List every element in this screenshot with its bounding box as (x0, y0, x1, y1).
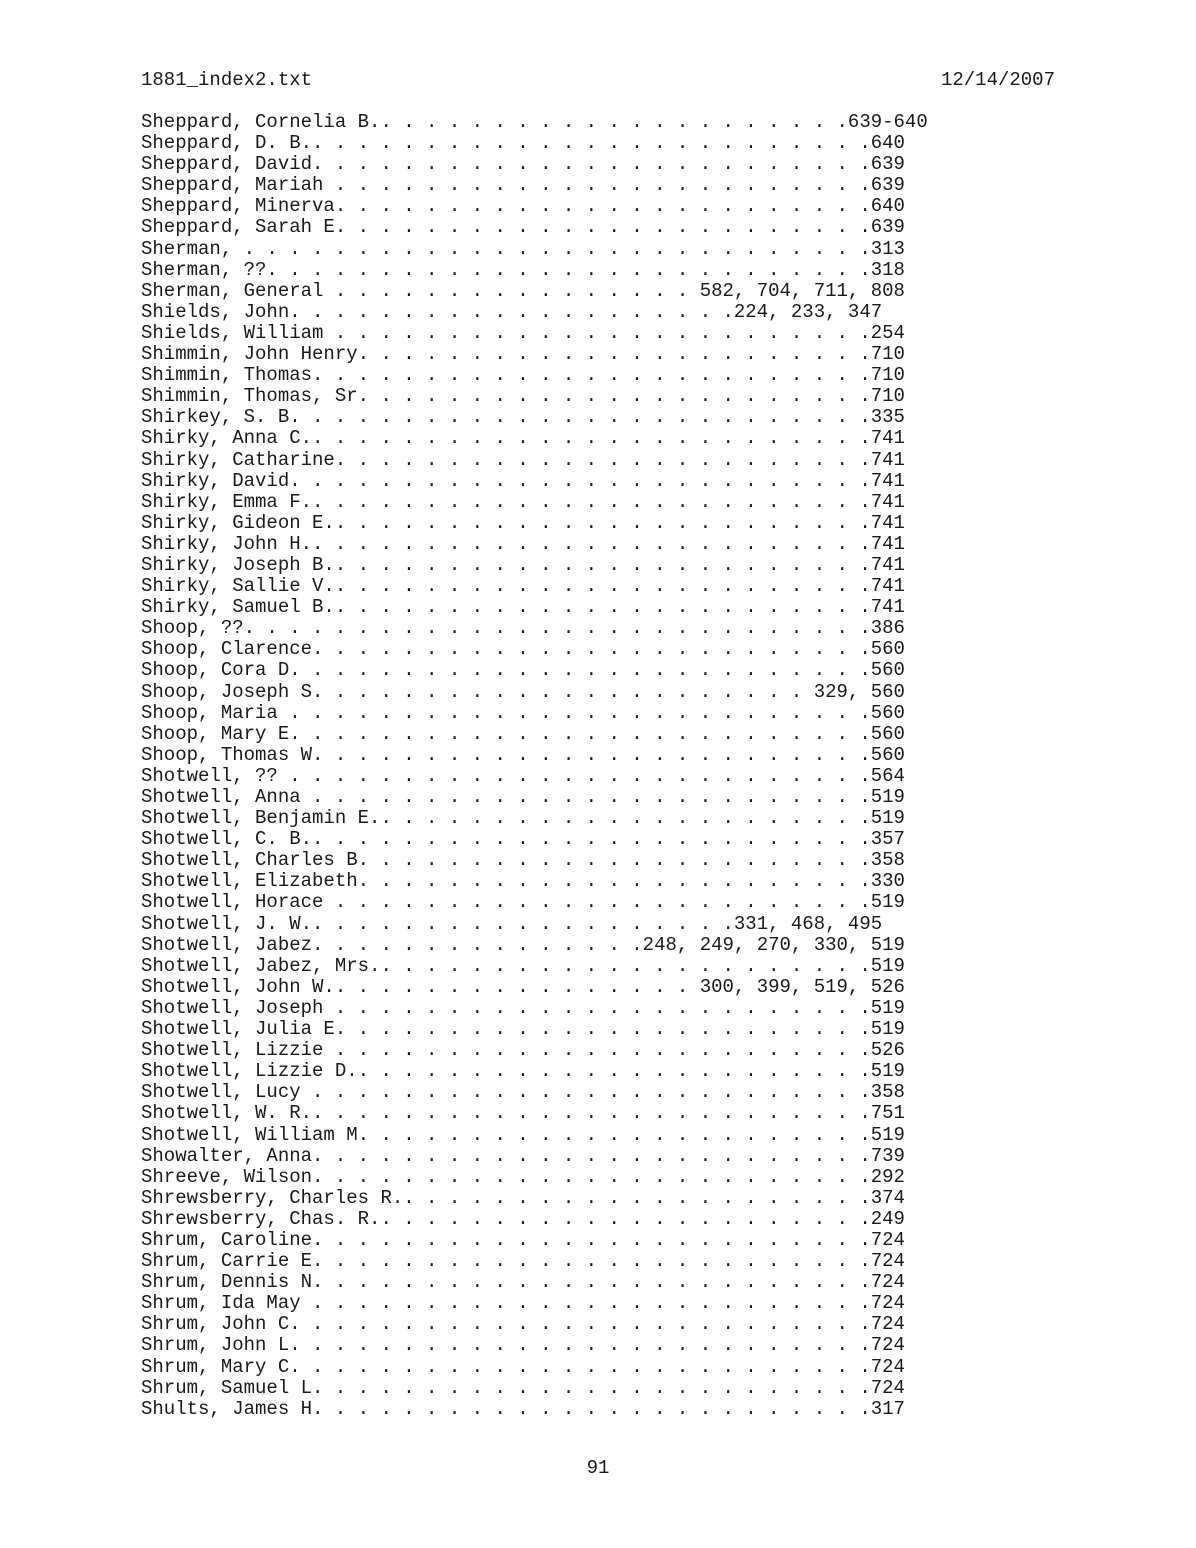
index-entry: Shoop, Joseph S. . . . . . . . . . . . . . . . . . . . . . 329, 560 (141, 680, 905, 703)
index-entry: Shotwell, Lucy . . . . . . . . . . . . . . . . . . . . . . . . .358 (141, 1081, 905, 1104)
index-entry: Shrum, Caroline. . . . . . . . . . . . . . . . . . . . . . . . .724 (141, 1228, 905, 1251)
index-entry: Shrum, Dennis N. . . . . . . . . . . . . . . . . . . . . . . . .724 (141, 1271, 905, 1294)
index-entry: Sherman, ??. . . . . . . . . . . . . . . . . . . . . . . . . . .318 (141, 258, 905, 281)
index-entry: Shotwell, Benjamin E.. . . . . . . . . . . . . . . . . . . . . .519 (141, 807, 905, 830)
index-entry: Shoop, Cora D. . . . . . . . . . . . . . . . . . . . . . . . . .560 (141, 659, 905, 682)
index-entry: Shoop, Thomas W. . . . . . . . . . . . . . . . . . . . . . . . .560 (141, 743, 905, 766)
index-entry: Shoop, Maria . . . . . . . . . . . . . . . . . . . . . . . . . .560 (141, 701, 905, 724)
index-entry: Shields, John. . . . . . . . . . . . . . . . . . . .224, 233, 347 (141, 300, 883, 323)
index-entry: Shirky, Sallie V.. . . . . . . . . . . . . . . . . . . . . . . .741 (141, 575, 905, 598)
index-entry: Shotwell, C. B.. . . . . . . . . . . . . . . . . . . . . . . . .357 (141, 828, 905, 851)
index-entry: Shimmin, John Henry. . . . . . . . . . . . . . . . . . . . . . .710 (141, 343, 905, 366)
index-entry: Shirky, Anna C.. . . . . . . . . . . . . . . . . . . . . . . . .741 (141, 427, 905, 450)
index-entry: Shirkey, S. B. . . . . . . . . . . . . . . . . . . . . . . . . .335 (141, 406, 905, 429)
index-entry: Shrum, John C. . . . . . . . . . . . . . . . . . . . . . . . . .724 (141, 1313, 905, 1336)
index-entry: Shotwell, J. W.. . . . . . . . . . . . . . . . . . .331, 468, 495 (141, 912, 883, 935)
index-entry: Shoop, Mary E. . . . . . . . . . . . . . . . . . . . . . . . . .560 (141, 722, 905, 745)
page-number: 91 (586, 1457, 610, 1479)
index-entry: Shirky, Catharine. . . . . . . . . . . . . . . . . . . . . . . .741 (141, 448, 905, 471)
index-entry: Shoop, ??. . . . . . . . . . . . . . . . . . . . . . . . . . . .386 (141, 617, 905, 640)
index-entry: Shotwell, William M. . . . . . . . . . . . . . . . . . . . . . .519 (141, 1123, 905, 1146)
document-date: 12/14/2007 (940, 69, 1055, 91)
index-entry: Sheppard, D. B.. . . . . . . . . . . . . . . . . . . . . . . . .640 (141, 132, 905, 155)
index-entry: Shotwell, Lizzie D.. . . . . . . . . . . . . . . . . . . . . . .519 (141, 1060, 905, 1083)
index-entry: Shotwell, Jabez, Mrs.. . . . . . . . . . . . . . . . . . . . . .519 (141, 954, 905, 977)
index-entry: Shrum, Mary C. . . . . . . . . . . . . . . . . . . . . . . . . .724 (141, 1355, 905, 1378)
index-entry: Showalter, Anna. . . . . . . . . . . . . . . . . . . . . . . . .739 (141, 1144, 905, 1167)
index-entry: Sheppard, Mariah . . . . . . . . . . . . . . . . . . . . . . . .639 (141, 174, 905, 197)
index-entry: Sheppard, Cornelia B.. . . . . . . . . . . . . . . . . . . . .639-640 (141, 111, 928, 133)
index-entry: Shirky, Gideon E.. . . . . . . . . . . . . . . . . . . . . . . .741 (141, 511, 905, 534)
index-entry: Sheppard, Minerva. . . . . . . . . . . . . . . . . . . . . . . .640 (141, 195, 905, 218)
index-entry: Shirky, Joseph B.. . . . . . . . . . . . . . . . . . . . . . . .741 (141, 553, 905, 576)
index-entry: Shimmin, Thomas, Sr. . . . . . . . . . . . . . . . . . . . . . .710 (141, 385, 905, 408)
index-entry: Shotwell, Charles B. . . . . . . . . . . . . . . . . . . . . . .358 (141, 849, 905, 872)
document-filename: 1881_index2.txt (141, 69, 313, 91)
index-entry: Sherman, General . . . . . . . . . . . . . . . . 582, 704, 711, 808 (141, 279, 905, 302)
index-entry: Shotwell, W. R.. . . . . . . . . . . . . . . . . . . . . . . . .751 (141, 1102, 905, 1125)
index-entry: Shirky, John H.. . . . . . . . . . . . . . . . . . . . . . . . .741 (141, 532, 905, 555)
index-entry: Shrum, Carrie E. . . . . . . . . . . . . . . . . . . . . . . . .724 (141, 1250, 905, 1273)
index-entry: Shotwell, Lizzie . . . . . . . . . . . . . . . . . . . . . . . .526 (141, 1039, 905, 1062)
index-entry: Shotwell, ?? . . . . . . . . . . . . . . . . . . . . . . . . . .564 (141, 764, 905, 787)
index-entry: Shotwell, John W.. . . . . . . . . . . . . . . . 300, 399, 519, 526 (141, 975, 905, 998)
index-entry: Shults, James H. . . . . . . . . . . . . . . . . . . . . . . . .317 (141, 1397, 905, 1420)
index-entry: Sheppard, Sarah E. . . . . . . . . . . . . . . . . . . . . . . .639 (141, 216, 905, 239)
index-entry: Shreeve, Wilson. . . . . . . . . . . . . . . . . . . . . . . . .292 (141, 1165, 905, 1188)
index-entry: Shotwell, Horace . . . . . . . . . . . . . . . . . . . . . . . .519 (141, 891, 905, 914)
index-entry: Shotwell, Jabez. . . . . . . . . . . . . . .248, 249, 270, 330, 519 (141, 933, 905, 956)
index-entry: Shields, William . . . . . . . . . . . . . . . . . . . . . . . .254 (141, 321, 905, 344)
index-entry: Shrum, Samuel L. . . . . . . . . . . . . . . . . . . . . . . . .724 (141, 1376, 905, 1399)
index-entry: Shotwell, Elizabeth. . . . . . . . . . . . . . . . . . . . . . .330 (141, 870, 905, 893)
index-entry-list (141, 112, 928, 1420)
index-entry: Shrewsberry, Chas. R.. . . . . . . . . . . . . . . . . . . . . .249 (141, 1207, 905, 1230)
index-entry: Sherman, . . . . . . . . . . . . . . . . . . . . . . . . . . . .313 (141, 237, 905, 260)
index-entry: Shoop, Clarence. . . . . . . . . . . . . . . . . . . . . . . . .560 (141, 638, 905, 661)
index-entry: Shotwell, Anna . . . . . . . . . . . . . . . . . . . . . . . . .519 (141, 786, 905, 808)
index-entry: Shimmin, Thomas. . . . . . . . . . . . . . . . . . . . . . . . .710 (141, 364, 905, 387)
index-entry: Sheppard, David. . . . . . . . . . . . . . . . . . . . . . . . .639 (141, 153, 905, 176)
index-entry: Shirky, David. . . . . . . . . . . . . . . . . . . . . . . . . .741 (141, 469, 905, 492)
index-entry: Shotwell, Joseph . . . . . . . . . . . . . . . . . . . . . . . .519 (141, 996, 905, 1019)
index-entry: Shrum, Ida May . . . . . . . . . . . . . . . . . . . . . . . . .724 (141, 1292, 905, 1315)
index-entry: Shrum, John L. . . . . . . . . . . . . . . . . . . . . . . . . .724 (141, 1334, 905, 1357)
index-entry: Shirky, Samuel B.. . . . . . . . . . . . . . . . . . . . . . . .741 (141, 596, 905, 619)
index-entry: Shotwell, Julia E. . . . . . . . . . . . . . . . . . . . . . . .519 (141, 1018, 905, 1041)
index-entry: Shrewsberry, Charles R.. . . . . . . . . . . . . . . . . . . . .374 (141, 1186, 905, 1209)
index-entry: Shirky, Emma F.. . . . . . . . . . . . . . . . . . . . . . . . .741 (141, 490, 905, 513)
